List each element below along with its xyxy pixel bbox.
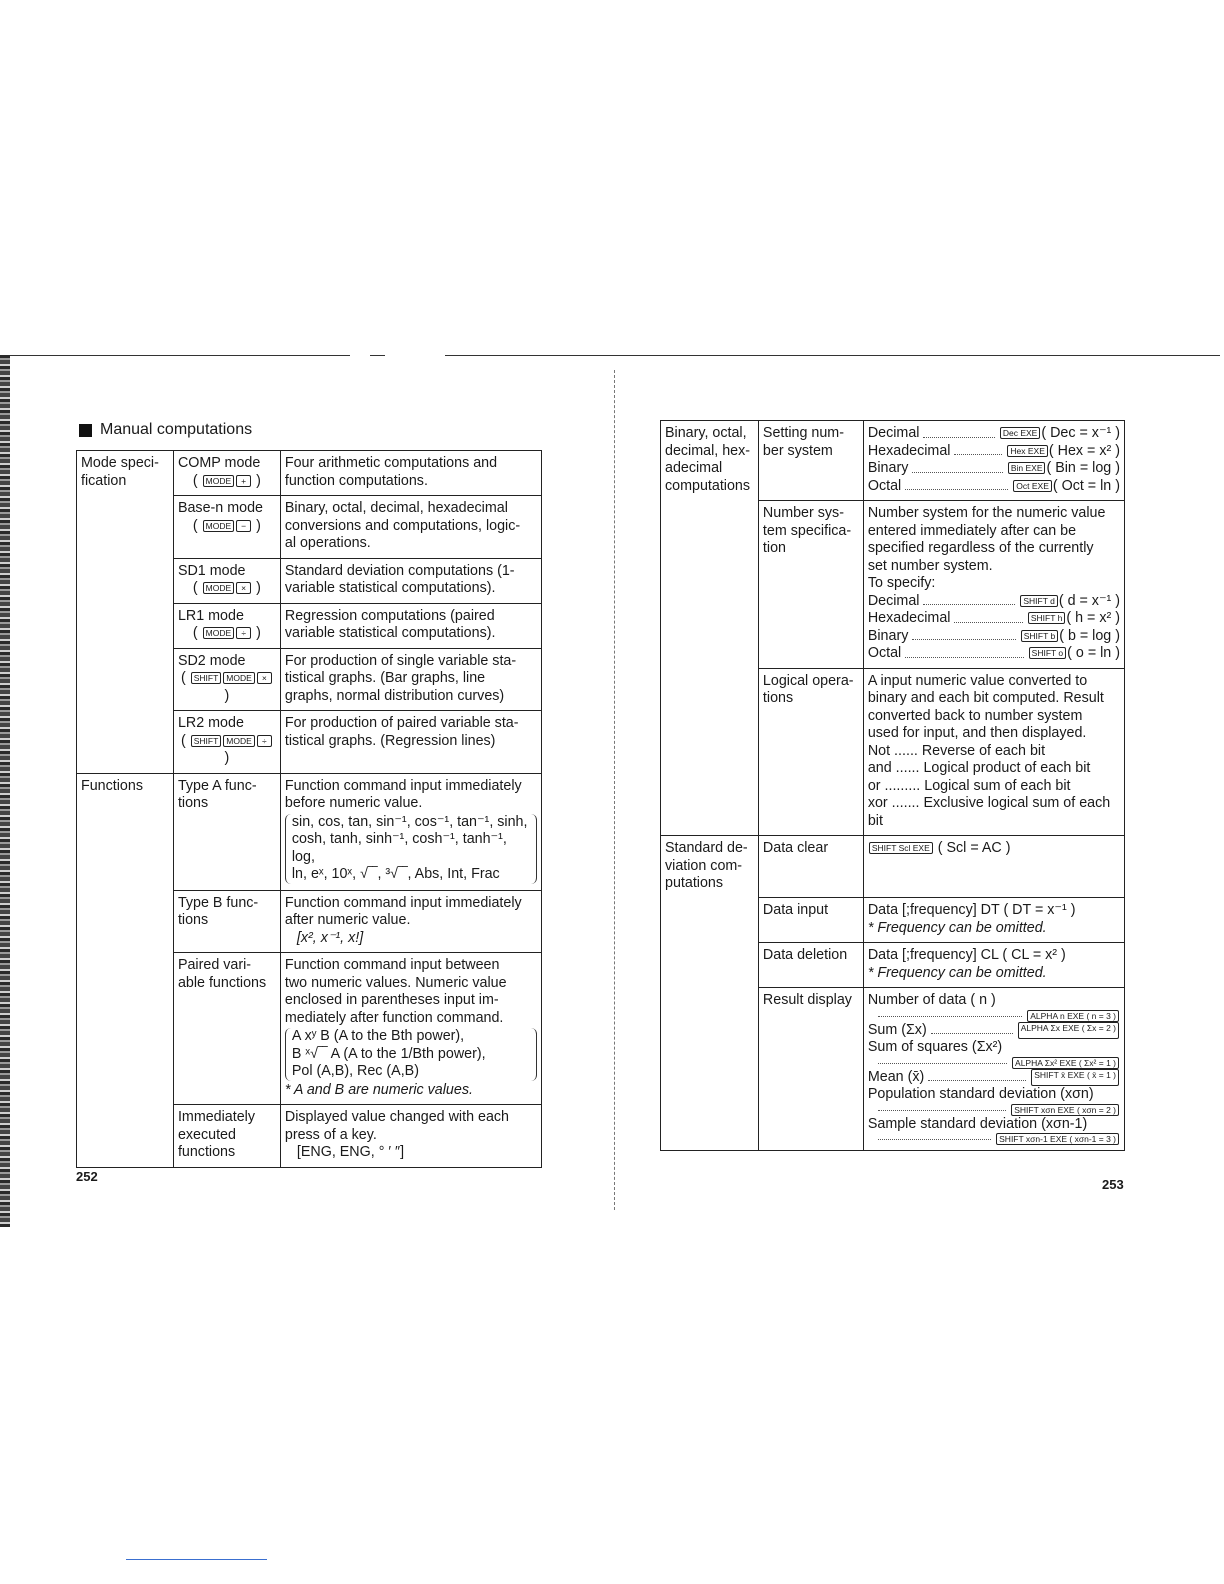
table-row (77, 890, 542, 953)
category-cell: Functions (77, 773, 174, 890)
category-cell (77, 890, 174, 953)
item-cell: COMP mode ( MODE + ) (173, 451, 280, 496)
top-rule-left (10, 355, 350, 356)
item-cell: Data clear (758, 836, 863, 898)
top-rule-left-2 (370, 355, 385, 356)
item-cell: Data input (758, 898, 863, 943)
manual-computations-table (76, 450, 542, 1168)
description-cell: Number of data ( n ) ALPHA n EXE ( n = 3 ) Sum (Σx) ALPHA Σx EXE ( Σx = 2 ) Sum of squares (Σx²) ALPHA Σx² EXE ( Σx² = 1 ) Mean (x̄) SHIFT x̄ EXE ( x̄ = 1 ) Population standard deviation (xσn) SHIFT xσn EXE ( xσn = 2 ) Sample standard deviation (xσn-1) SHIFT xσn-1 EXE ( xσn-1 = 3 ) (863, 988, 1124, 1151)
item-cell: Type A func- tions (173, 773, 280, 890)
description-cell: Function command input between two numeric values. Numeric value enclosed in parentheses input im- mediately after function command. A xʸ B (A to the Bth power), B ˣ√‾‾ A (A to the 1/Bth power), Pol (A,B), Rec (A,B) * A and B are numeric values. (280, 953, 541, 1105)
category-cell (661, 668, 759, 836)
description-cell: SHIFT Scl EXE ( Scl = AC ) (863, 836, 1124, 898)
number-system-table (660, 420, 1125, 1151)
table-row (77, 496, 542, 559)
item-cell: SD2 mode ( SHIFT MODE × ) (173, 648, 280, 711)
item-cell: LR2 mode ( SHIFT MODE ÷ ) (173, 711, 280, 774)
description-cell: Displayed value changed with each press of a key. [ENG, ENG, ° ′ ″] (280, 1105, 541, 1168)
table-row (661, 943, 1125, 988)
book-spine-shadow (0, 355, 10, 1227)
top-rule-right (445, 355, 1220, 356)
page-number-right: 253 (1102, 1177, 1124, 1192)
table-row (77, 711, 542, 774)
item-cell: Logical opera- tions (758, 668, 863, 836)
item-cell: Immediately executed functions (173, 1105, 280, 1168)
category-cell: Standard de- viation com- putations (661, 836, 759, 898)
bullet-square-icon (79, 424, 92, 437)
description-cell: A input numeric value converted to binary and each bit computed. Result converted back to number system used for input, and then displayed. Not ...... Reverse of each bit and ...... Logical product of each bit or ......... Logical sum of each bit xor ....... Exclusive logical sum of each bit (863, 668, 1124, 836)
page-gutter (614, 370, 615, 1210)
section-heading (79, 421, 252, 439)
table-row (661, 501, 1125, 669)
category-cell (661, 988, 759, 1151)
item-cell: Base-n mode ( MODE − ) (173, 496, 280, 559)
category-cell (77, 558, 174, 603)
category-cell (77, 1105, 174, 1168)
page-number-left: 252 (76, 1169, 98, 1184)
description-cell: Data [;frequency] CL ( CL = x² ) * Frequency can be omitted. (863, 943, 1124, 988)
table-row (661, 836, 1125, 898)
table-row (77, 773, 542, 890)
category-cell (77, 648, 174, 711)
table-row (661, 668, 1125, 836)
description-cell: Function command input immediately after numeric value. [x², x⁻¹, x!] (280, 890, 541, 953)
item-cell: Paired vari- able functions (173, 953, 280, 1105)
item-cell: Data deletion (758, 943, 863, 988)
item-cell: Result display (758, 988, 863, 1151)
item-cell: LR1 mode ( MODE ÷ ) (173, 603, 280, 648)
table-row (661, 988, 1125, 1151)
category-cell (77, 711, 174, 774)
description-cell: Function command input immediately before numeric value. sin, cos, tan, sin⁻¹, cos⁻¹, tan⁻¹, sinh, cosh, tanh, sinh⁻¹, cosh⁻¹, tanh⁻¹, log, ln, eˣ, 10ˣ, √‾‾, ³√‾‾, Abs, Int, Frac (280, 773, 541, 890)
table-row (77, 451, 542, 496)
paired-function-brace: A xʸ B (A to the Bth power), B ˣ√‾‾ A (A to the 1/Bth power), Pol (A,B), Rec (A,B) (285, 1028, 537, 1081)
category-cell: Binary, octal, decimal, hex- adecimal computations (661, 421, 759, 501)
category-cell (661, 501, 759, 669)
description-cell: Data [;frequency] DT ( DT = x⁻¹ ) * Frequency can be omitted. (863, 898, 1124, 943)
description-cell: Four arithmetic computations and function computations. (280, 451, 541, 496)
table-row (77, 603, 542, 648)
item-cell: Number sys- tem specifica- tion (758, 501, 863, 669)
description-cell: For production of single variable sta- tistical graphs. (Bar graphs, line graphs, normal distribution curves) (280, 648, 541, 711)
table-row (77, 1105, 542, 1168)
item-cell: Type B func- tions (173, 890, 280, 953)
category-cell (77, 603, 174, 648)
description-cell: Number system for the numeric value entered immediately after can be specified regardless of the currently set number system. To specify: Decimal SHIFT d ( d = x⁻¹ ) Hexadecimal SHIFT h ( h = x² ) Binary SHIFT b ( b = log ) Octal SHIFT o ( o = ln ) (863, 501, 1124, 669)
category-cell: Mode speci- fication (77, 451, 174, 496)
table-row (77, 953, 542, 1105)
category-cell (77, 953, 174, 1105)
footer-link-underline (126, 1559, 267, 1560)
table-row (661, 898, 1125, 943)
description-cell: Decimal Dec EXE ( Dec = x⁻¹ ) Hexadecimal Hex EXE ( Hex = x² ) Binary Bin EXE ( Bin = log ) Octal Oct EXE ( Oct = ln ) (863, 421, 1124, 501)
function-list-brace: sin, cos, tan, sin⁻¹, cos⁻¹, tan⁻¹, sinh, cosh, tanh, sinh⁻¹, cosh⁻¹, tanh⁻¹, log, ln, eˣ, 10ˣ, √‾‾, ³√‾‾, Abs, Int, Frac (285, 814, 537, 884)
item-cell: Setting num- ber system (758, 421, 863, 501)
description-cell: Regression computations (paired variable statistical computations). (280, 603, 541, 648)
description-cell: For production of paired variable sta- tistical graphs. (Regression lines) (280, 711, 541, 774)
category-cell (77, 496, 174, 559)
category-cell (661, 898, 759, 943)
table-row (661, 421, 1125, 501)
table-row (77, 648, 542, 711)
category-cell (661, 943, 759, 988)
description-cell: Standard deviation computations (1- variable statistical computations). (280, 558, 541, 603)
description-cell: Binary, octal, decimal, hexadecimal conversions and computations, logic- al operations. (280, 496, 541, 559)
item-cell: SD1 mode ( MODE × ) (173, 558, 280, 603)
table-row (77, 558, 542, 603)
section-title: Manual computations (100, 421, 253, 438)
